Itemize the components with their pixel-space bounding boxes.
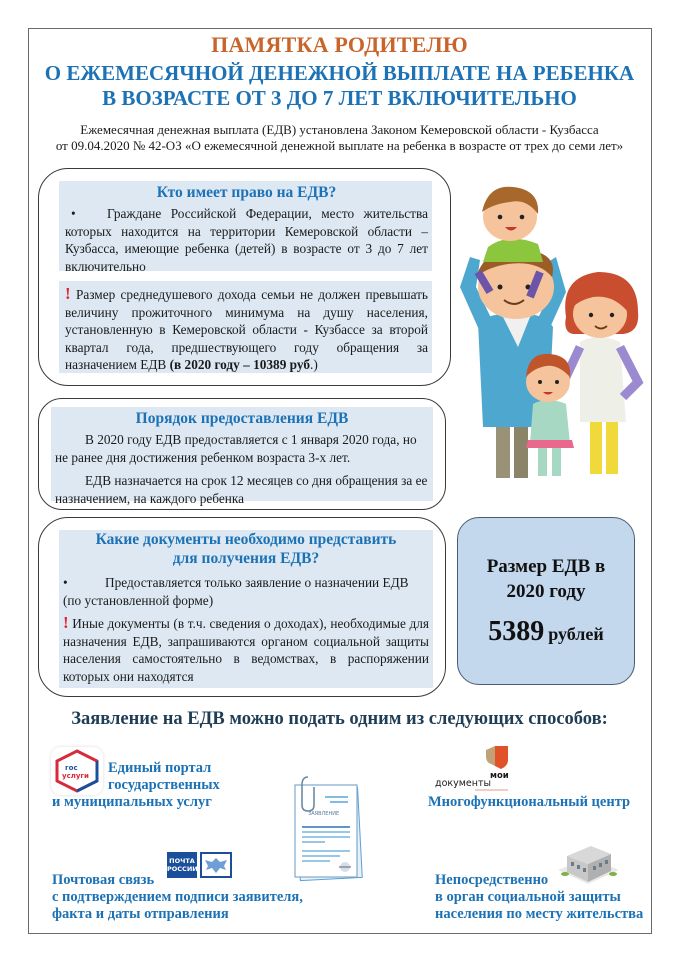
- documents-note: [63, 614, 429, 685]
- gosuslugi-line-1: Единый портал: [108, 760, 212, 776]
- mfc-label: Многофункциональный центр: [428, 794, 631, 810]
- documents-heading: Какие документы необходимо представить для получения ЕДВ?: [95, 531, 397, 567]
- eligibility-heading: Кто имеет право на ЕДВ?: [156, 184, 337, 201]
- bullet-icon: •: [71, 206, 76, 221]
- intro-line-1: Ежемесячная денежная выплата (ЕДВ) установлена Законом Кемеровской области - Кузбасса: [80, 122, 599, 137]
- procedure-panel: [51, 407, 433, 506]
- amount-label-line-1: Размер ЕДВ в: [486, 556, 606, 577]
- procedure-card: [38, 398, 446, 510]
- documents-bullet: [63, 574, 429, 609]
- amount-label-line-2: 2020 году: [506, 581, 586, 602]
- submission-methods-title: Заявление на ЕДВ можно подать одним из следующих способов:: [71, 709, 608, 729]
- amount-label: [458, 554, 634, 604]
- page-title: ПАМЯТКА РОДИТЕЛЮ: [211, 32, 468, 57]
- subtitle-line-2: В ВОЗРАСТЕ ОТ 3 ДО 7 ЛЕТ ВКЛЮЧИТЕЛЬНО: [102, 86, 577, 110]
- pochta-logo-line-2: РОССИИ: [167, 865, 198, 873]
- amount-currency: рублей: [548, 624, 604, 644]
- gosuslugi-line-3: и муниципальных услуг: [52, 794, 212, 810]
- gosuslugi-line-2: государственных: [108, 777, 220, 793]
- gosuslugi-hexagon-icon: [51, 747, 103, 795]
- post-line-1: Почтовая связь: [52, 872, 155, 888]
- procedure-para-1: В 2020 году ЕДВ предоставляется с 1 января 2020 года, но не ранее дня достижения ребенком возраста 3-х лет.: [55, 432, 417, 465]
- post-label: [52, 872, 303, 923]
- eligibility-bullet-text: Граждане Российской Федерации, место жительства которых находится на территории Кемеровской области – Кузбасса, имеющие ребенка (детей) в возрасте от 3 до 7 лет включительно: [65, 206, 428, 274]
- documents-bullet-text: Предоставляется только заявление о назначении ЕДВ (по установленной форме): [63, 575, 409, 608]
- intro-line-2: от 09.04.2020 № 42-ОЗ «О ежемесячной денежной выплате на ребенка в возрасте от трех до семи лет»: [55, 138, 624, 153]
- gosuslugi-logo[interactable]: [51, 747, 103, 795]
- mfc-logo-text-1: мои: [490, 771, 509, 781]
- intro-text: [0, 122, 679, 154]
- exclamation-icon: !: [63, 613, 69, 632]
- documents-card: [38, 517, 446, 697]
- income-note-panel: [59, 281, 432, 373]
- income-note-tail: .): [310, 357, 318, 372]
- exclamation-icon: !: [65, 284, 71, 303]
- procedure-para-2: ЕДВ назначается на срок 12 месяцев со дня обращения за ее назначением, на каждого ребенка: [55, 473, 428, 506]
- documents-panel: [59, 530, 433, 688]
- amount-box: [457, 517, 635, 685]
- eligibility-card: [38, 168, 451, 386]
- income-note-text: Размер среднедушевого дохода семьи не должен превышать величину прожиточного минимума на душу населения, установленную в Кемеровской области - Кузбассе за второй квартал года, предшествующего году обращения за назначением ЕДВ: [65, 287, 429, 372]
- document-label: ЗАЯВЛЕНИЕ: [308, 811, 340, 817]
- gosuslugi-logo-text-2: услуги: [62, 772, 89, 780]
- procedure-heading: Порядок предоставления ЕДВ: [135, 410, 349, 427]
- amount-value: [458, 616, 634, 648]
- direct-line-1: Непосредственно: [435, 872, 549, 888]
- eligibility-panel: [59, 181, 432, 274]
- direct-label: [435, 872, 643, 923]
- family-illustration: [448, 172, 648, 487]
- post-line-3: факта и даты отправления: [52, 906, 229, 922]
- gosuslugi-label: [108, 760, 220, 794]
- direct-line-3: населения по месту жительства: [435, 906, 644, 922]
- post-line-2: с подтверждением подписи заявителя,: [52, 889, 303, 905]
- direct-line-2: в орган социальной защиты: [435, 889, 621, 905]
- pochta-logo-line-1: ПОЧТА: [169, 857, 195, 865]
- subtitle-line-1: О ЕЖЕМЕСЯЧНОЙ ДЕНЕЖНОЙ ВЫПЛАТЕ НА РЕБЕНКА: [44, 61, 635, 85]
- amount-number: 5389: [488, 616, 545, 647]
- mfc-logo-text-2: документы: [435, 778, 491, 789]
- gosuslugi-logo-text-1: гос: [65, 764, 78, 772]
- bullet-icon: •: [63, 575, 68, 590]
- documents-note-text: Иные документы (в т.ч. сведения о доходах), необходимые для назначения ЕДВ, запрашиваются органом социальной защиты населения самостоятельно в ведомствах, в распоряжении которых они находятся: [63, 616, 429, 684]
- eligibility-bullet: [65, 205, 428, 275]
- page-subtitle: [0, 61, 679, 111]
- income-note: [65, 285, 428, 374]
- moi-dokumenty-logo[interactable]: [430, 742, 530, 792]
- income-threshold: (в 2020 году – 10389 руб: [169, 357, 311, 372]
